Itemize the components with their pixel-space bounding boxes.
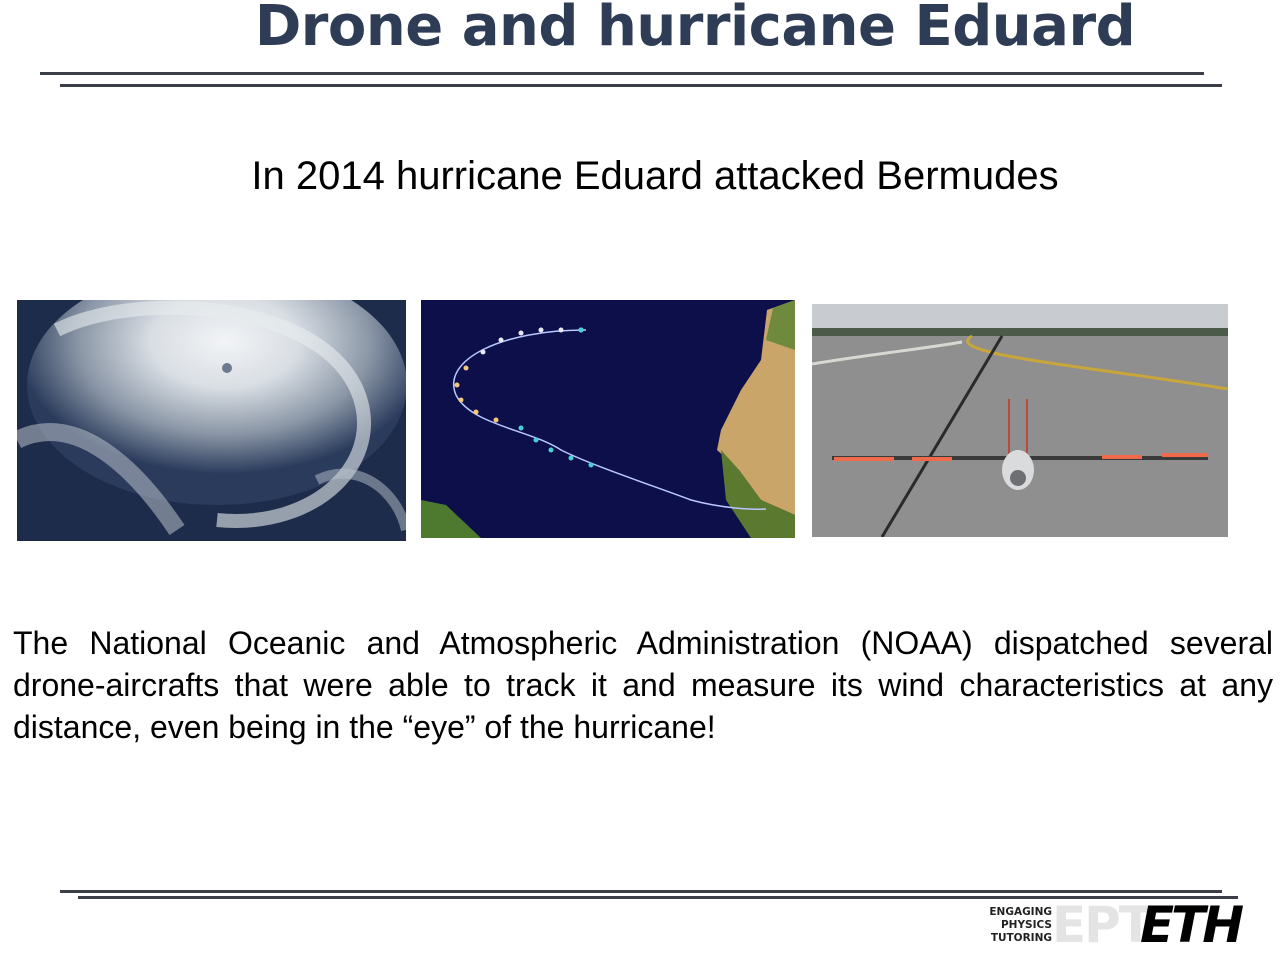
hurricane-track-map (421, 300, 795, 538)
footer-logo-words (972, 906, 1052, 945)
body-paragraph: The National Oceanic and Atmospheric Administration (NOAA) dispatched several drone-aircrafts that were able to track it and measure its wind characteristics at any distance, even being in the “eye” of the hurricane! (13, 625, 1273, 745)
drone-on-runway-photo (812, 304, 1228, 537)
hurricane-satellite-image (17, 300, 406, 541)
ept-logo: EPT (1052, 896, 1151, 954)
top-rule-1 (40, 72, 1204, 75)
top-rule-2 (60, 84, 1222, 87)
slide-subtitle: In 2014 hurricane Eduard attacked Bermudes (251, 154, 1059, 198)
logo-word-tutoring: TUTORING (990, 932, 1052, 944)
bottom-rule-1 (60, 890, 1222, 893)
eth-logo: ETH (1140, 896, 1242, 954)
logo-word-engaging: ENGAGING (989, 906, 1052, 918)
logo-word-physics: PHYSICS (1000, 919, 1052, 931)
slide-title: Drone and hurricane Eduard (254, 0, 1136, 59)
